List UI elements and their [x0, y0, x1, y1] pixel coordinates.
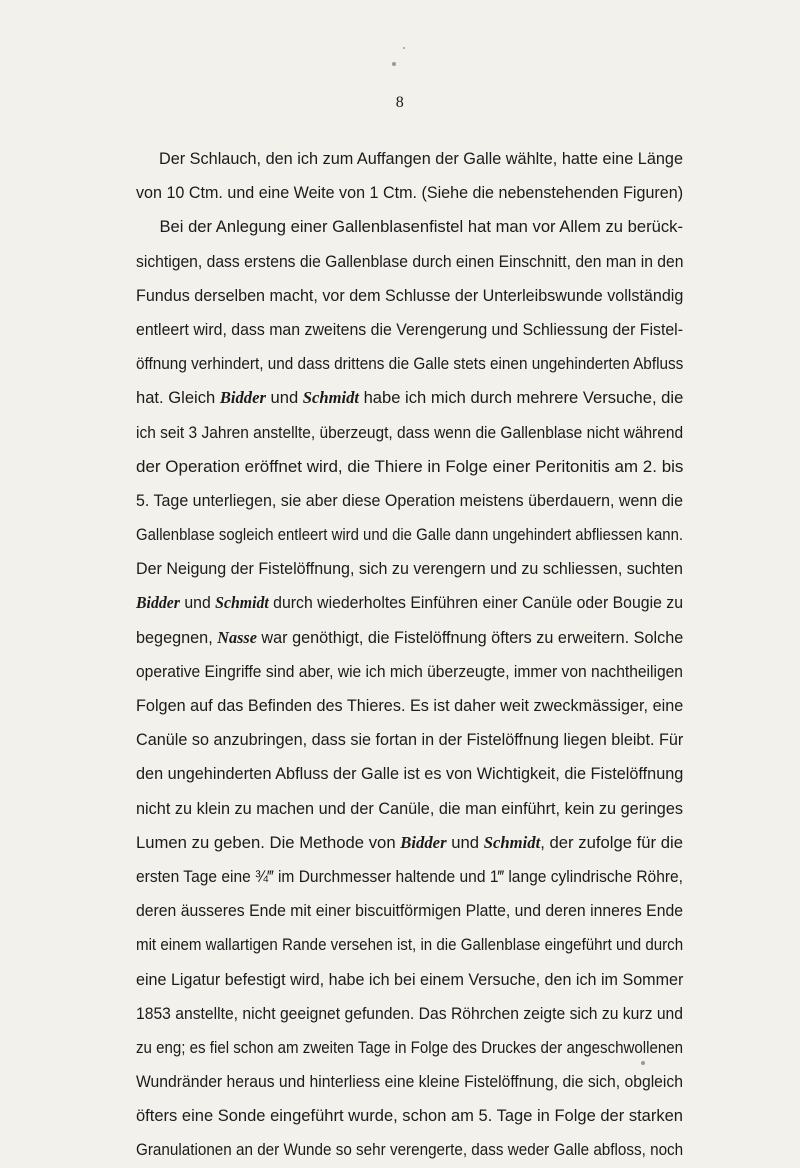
text-line — [136, 757, 683, 791]
body-text — [136, 142, 683, 1168]
text-segment: begegnen, — [136, 627, 218, 647]
text-segment: mit einem wallartigen Rande versehen ist, in die Gallenblase eingeführt und durch — [136, 935, 684, 955]
author-name: Schmidt — [302, 388, 359, 408]
text-segment: deren äusseres Ende mit einer biscuitförmigen Platte, und deren inneres Ende — [136, 901, 683, 921]
text-segment: und — [446, 832, 484, 852]
text-line — [136, 142, 683, 176]
text-segment: nicht zu klein zu machen und der Canüle, die man einführt, kein zu geringes — [136, 798, 683, 818]
text-line — [136, 381, 683, 415]
text-segment: Folgen auf das Befinden des Thieres. Es ist daher weit zweckmässiger, eine — [136, 696, 684, 715]
text-segment: zu eng; es fiel schon am zweiten Tage in Folge des Druckes der angeschwollenen — [136, 1037, 683, 1057]
text-segment: Der Neigung der Fistelöffnung, sich zu verengern und zu schliessen, suchten — [136, 559, 683, 579]
text-line — [136, 552, 683, 586]
paper-speck — [403, 47, 405, 49]
text-line — [136, 655, 683, 689]
text-segment: habe ich mich durch mehrere Versuche, die — [358, 388, 684, 408]
text-line — [136, 792, 683, 826]
text-line — [136, 826, 683, 860]
text-line — [136, 1031, 683, 1065]
text-segment: der Operation eröffnet wird, die Thiere in Folge einer Peritonitis am 2. bis — [136, 456, 684, 476]
text-line — [136, 176, 683, 210]
text-line — [136, 416, 683, 450]
text-segment: Bei der Anlegung einer Gallenblasenfistel hat man vor Allem zu berück- — [159, 217, 683, 237]
text-line — [136, 689, 683, 723]
text-segment: entleert wird, dass man zweitens die Verengerung und Schliessung der Fistel- — [136, 319, 683, 339]
text-line — [136, 313, 683, 347]
text-line — [136, 963, 683, 997]
text-line — [136, 860, 683, 894]
text-segment: und — [265, 388, 303, 408]
text-segment: öffnung verhindert, und dass drittens die Galle stets einen ungehinderten Abfluss — [136, 354, 684, 374]
text-segment: ich seit 3 Jahren anstellte, überzeugt, dass wenn die Gallenblase nicht während — [136, 422, 684, 442]
text-segment: Granulationen an der Wunde so sehr verengerte, dass weder Galle abfloss, noch — [136, 1140, 684, 1160]
text-line — [136, 279, 683, 313]
text-line — [136, 518, 683, 552]
text-segment: , der zufolge für die — [540, 832, 684, 852]
text-segment: Canüle so anzubringen, dass sie fortan in der Fistelöffnung liegen bleibt. Für — [136, 730, 684, 750]
text-segment: durch wiederholtes Einführen einer Canüle oder Bougie zu — [268, 593, 683, 613]
text-segment: hat. Gleich — [136, 388, 220, 408]
text-segment: 1853 anstellte, nicht geeignet gefunden. Das Röhrchen zeigte sich zu kurz und — [136, 1003, 683, 1023]
text-segment: eine Ligatur befestigt wird, habe ich bei einem Versuche, den ich im Sommer — [136, 969, 684, 989]
author-name: Nasse — [217, 627, 257, 647]
text-line — [136, 210, 683, 244]
text-line — [136, 894, 683, 928]
author-name: Schmidt — [215, 593, 269, 613]
text-line — [136, 1133, 683, 1167]
text-line — [136, 586, 683, 620]
text-segment: operative Eingriffe sind aber, wie ich mich überzeugte, immer von nachtheiligen — [136, 661, 683, 681]
text-segment: und — [179, 593, 216, 613]
text-line — [136, 347, 683, 381]
text-segment: Wundränder heraus und hinterliess eine kleine Fistelöffnung, die sich, obgleich — [136, 1072, 683, 1092]
author-name: Bidder — [400, 832, 447, 852]
text-line — [136, 245, 683, 279]
text-segment: war genöthigt, die Fistelöffnung öfters zu erweitern. Solche — [256, 627, 684, 647]
text-segment: Lumen zu geben. Die Methode von — [136, 832, 401, 852]
text-segment: ersten Tage eine ¾‴ im Durchmesser haltende und 1‴ lange cylindrische Röhre, — [136, 866, 683, 886]
text-line — [136, 450, 683, 484]
text-segment: öfters eine Sonde eingeführt wurde, schon am 5. Tage in Folge der starken — [136, 1106, 683, 1126]
text-line — [136, 1099, 683, 1133]
text-segment: Gallenblase sogleich entleert wird und die Galle dann ungehindert abfliessen kann. — [136, 525, 683, 545]
author-name: Bidder — [136, 593, 180, 613]
text-line — [136, 997, 683, 1031]
text-segment: von 10 Ctm. und eine Weite von 1 Ctm. (Siehe die nebenstehenden Figuren) — [136, 183, 684, 203]
paper-speck — [392, 62, 396, 66]
author-name: Bidder — [219, 388, 266, 408]
text-line — [136, 928, 683, 962]
page-number: 8 — [395, 94, 405, 111]
text-line — [136, 723, 683, 757]
text-line — [136, 621, 683, 655]
text-segment: den ungehinderten Abfluss der Galle ist es von Wichtigkeit, die Fistelöffnung — [136, 764, 684, 784]
paper-speck — [641, 1061, 645, 1065]
text-segment: sichtigen, dass erstens die Gallenblase durch einen Einschnitt, den man in den — [136, 251, 684, 271]
text-segment: Fundus derselben macht, vor dem Schlusse der Unterleibswunde vollständig — [136, 285, 684, 305]
text-line — [136, 484, 683, 518]
text-line — [136, 1065, 683, 1099]
text-segment: Der Schlauch, den ich zum Auffangen der Galle wählte, hatte eine Länge — [158, 149, 683, 168]
author-name: Schmidt — [483, 832, 541, 852]
text-segment: 5. Tage unterliegen, sie aber diese Operation meistens überdauern, wenn die — [136, 490, 683, 510]
